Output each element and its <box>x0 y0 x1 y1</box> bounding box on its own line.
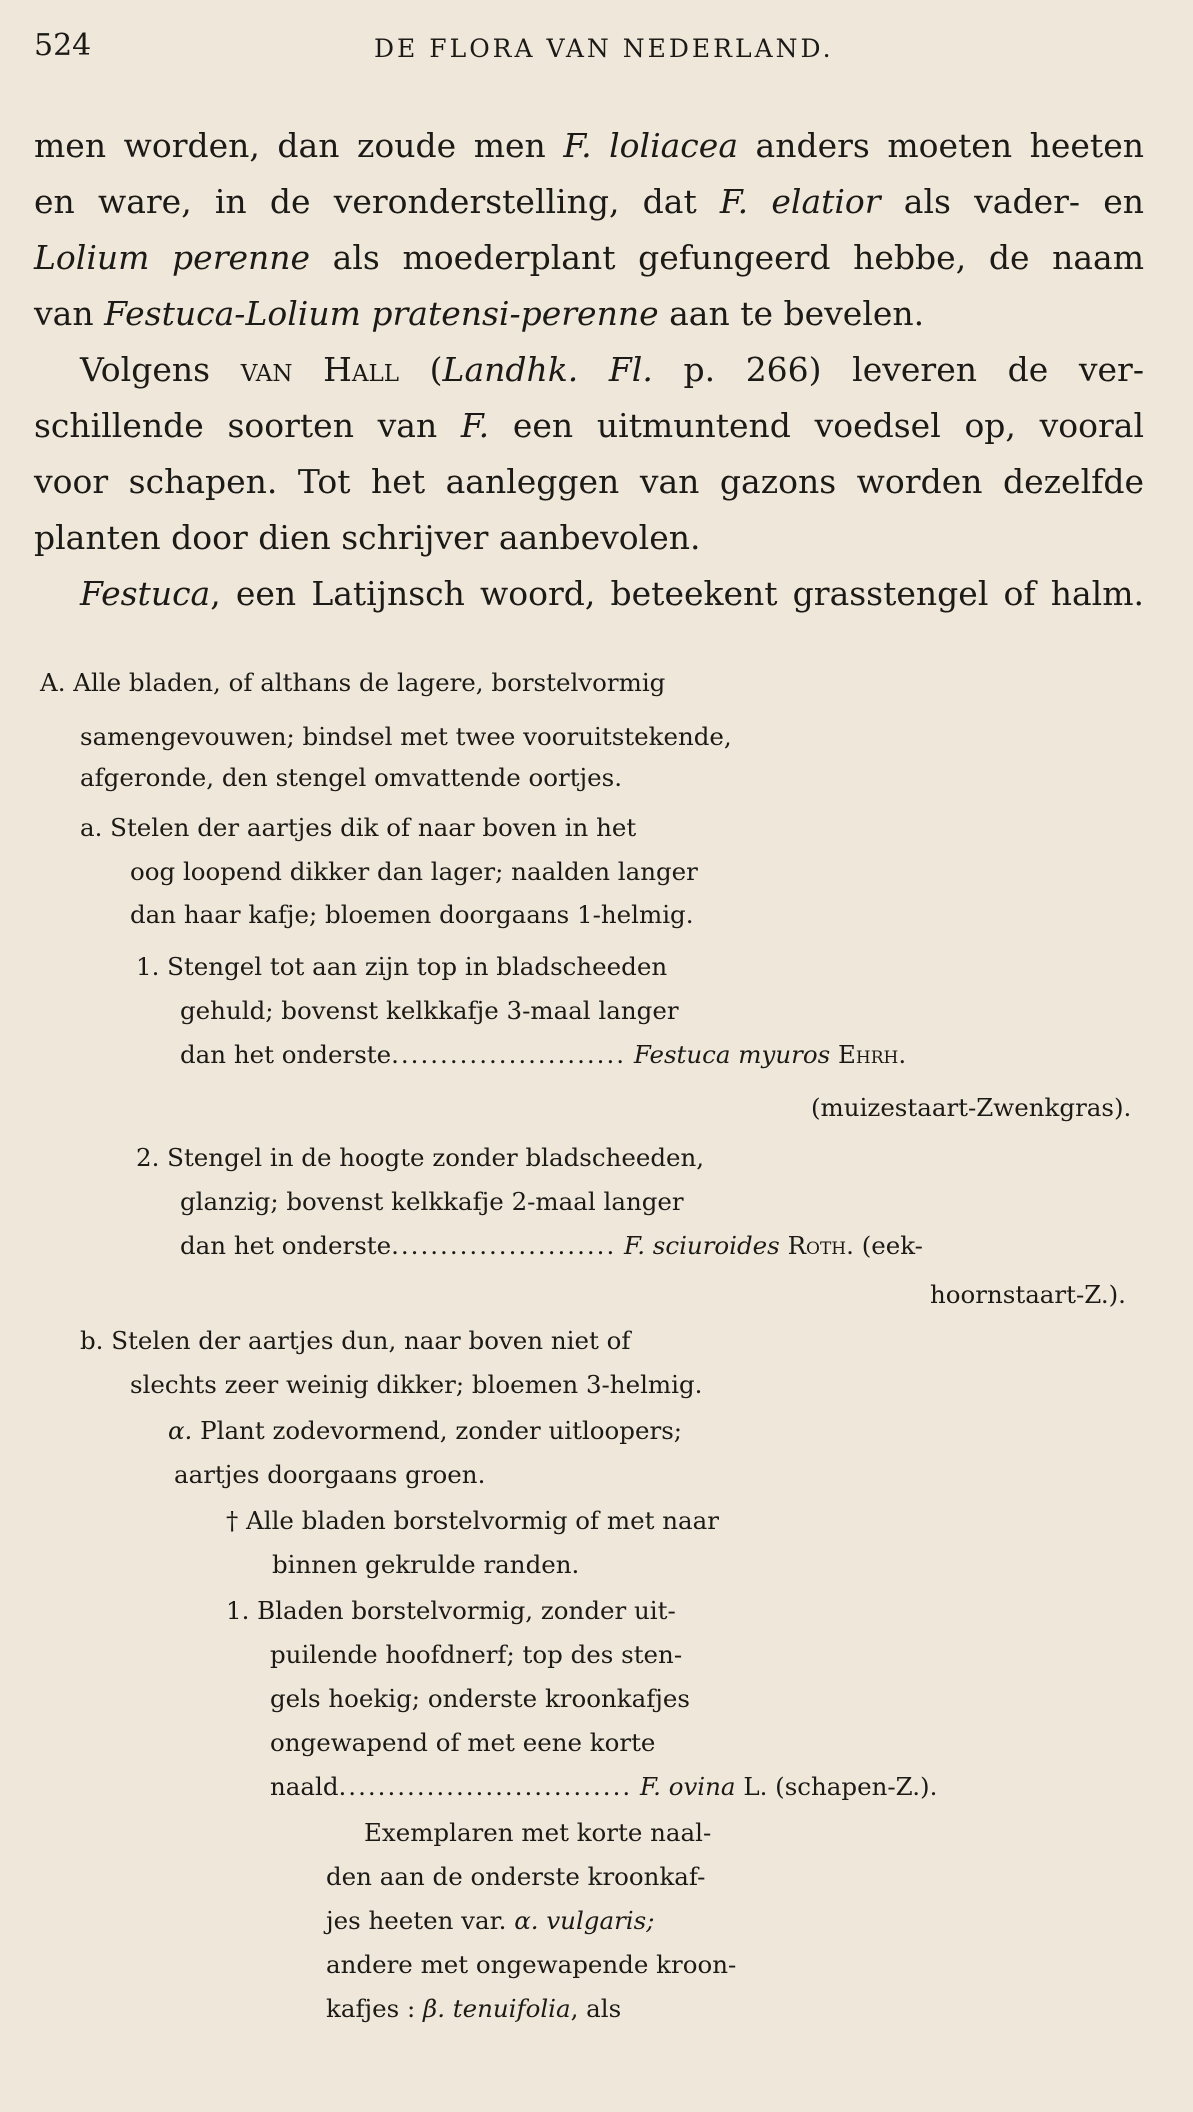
key-line: glanzig; bovenst kelkkafje 2-maal langer <box>180 1187 684 1216</box>
key-line: (muizestaart-Zwenkgras). <box>811 1093 1132 1122</box>
key-line: afgeronde, den stengel omvattende oortjes. <box>80 763 622 792</box>
body-line: planten door dien schrijver aanbevolen. <box>34 518 701 557</box>
body-paragraphs <box>34 118 1144 622</box>
body-line: men worden, dan zoude men F. loliacea anders moeten heeten <box>34 126 1144 165</box>
key-line: slechts zeer weinig dikker; bloemen 3-helmig. <box>130 1370 703 1399</box>
key-line: gels hoekig; onderste kroonkafjes <box>270 1684 690 1713</box>
key-line: naald.............................. F. ovina L. (schapen-Z.). <box>270 1772 938 1801</box>
key-line: dan het onderste....................... F. sciuroides Roth. (eek- <box>180 1231 923 1260</box>
key-line: Exemplaren met korte naal- <box>364 1818 712 1847</box>
page-header <box>34 28 1134 72</box>
key-line: jes heeten var. α. vulgaris; <box>326 1906 655 1935</box>
key-line: den aan de onderste kroonkaf- <box>326 1862 706 1891</box>
key-line: aartjes doorgaans groen. <box>174 1460 486 1489</box>
key-line: A. Alle bladen, of althans de lagere, borstelvormig <box>40 668 666 697</box>
key-line: hoornstaart-Z.). <box>930 1280 1126 1309</box>
body-line: Festuca, een Latijnsch woord, beteekent grasstengel of halm. <box>80 574 1144 613</box>
page-number: 524 <box>34 28 92 63</box>
key-line: † Alle bladen borstelvormig of met naar <box>226 1506 719 1535</box>
key-line: puilende hoofdnerf; top des sten- <box>270 1640 683 1669</box>
body-line: en ware, in de veronderstelling, dat F. elatior als vader- en <box>34 182 1144 221</box>
key-line: ongewapend of met eene korte <box>270 1728 656 1757</box>
key-line: α. Plant zodevormend, zonder uitloopers; <box>168 1416 683 1445</box>
body-line: van Festuca-Lolium pratensi-perenne aan te bevelen. <box>34 294 925 333</box>
key-line: b. Stelen der aartjes dun, naar boven niet of <box>80 1326 631 1355</box>
key-line: oog loopend dikker dan lager; naalden langer <box>130 857 698 886</box>
key-line: samengevouwen; bindsel met twee vooruitstekende, <box>80 722 732 751</box>
key-line: andere met ongewapende kroon- <box>326 1950 737 1979</box>
key-line: gehuld; bovenst kelkkafje 3-maal langer <box>180 996 679 1025</box>
key-line: dan het onderste........................ Festuca myuros Ehrh. <box>180 1040 907 1069</box>
key-line: a. Stelen der aartjes dik of naar boven in het <box>80 813 637 842</box>
key-line: kafjes : β. tenuifolia, als <box>326 1994 622 2023</box>
running-title: DE FLORA VAN NEDERLAND. <box>374 34 834 63</box>
key-line: dan haar kafje; bloemen doorgaans 1-helmig. <box>130 900 694 929</box>
key-line: 2. Stengel in de hoogte zonder bladscheeden, <box>136 1143 705 1172</box>
body-line: voor schapen. Tot het aanleggen van gazons worden dezelfde <box>34 462 1144 501</box>
body-line: schillende soorten van F. een uitmuntend voedsel op, vooral <box>34 406 1144 445</box>
key-line: 1. Stengel tot aan zijn top in bladscheeden <box>136 952 668 981</box>
body-line: Lolium perenne als moederplant gefungeerd hebbe, de naam <box>34 238 1144 277</box>
body-line: Volgens van Hall (Landhk. Fl. p. 266) leveren de ver- <box>80 350 1144 389</box>
key-line: 1. Bladen borstelvormig, zonder uit- <box>226 1596 676 1625</box>
key-line: binnen gekrulde randen. <box>272 1550 580 1579</box>
